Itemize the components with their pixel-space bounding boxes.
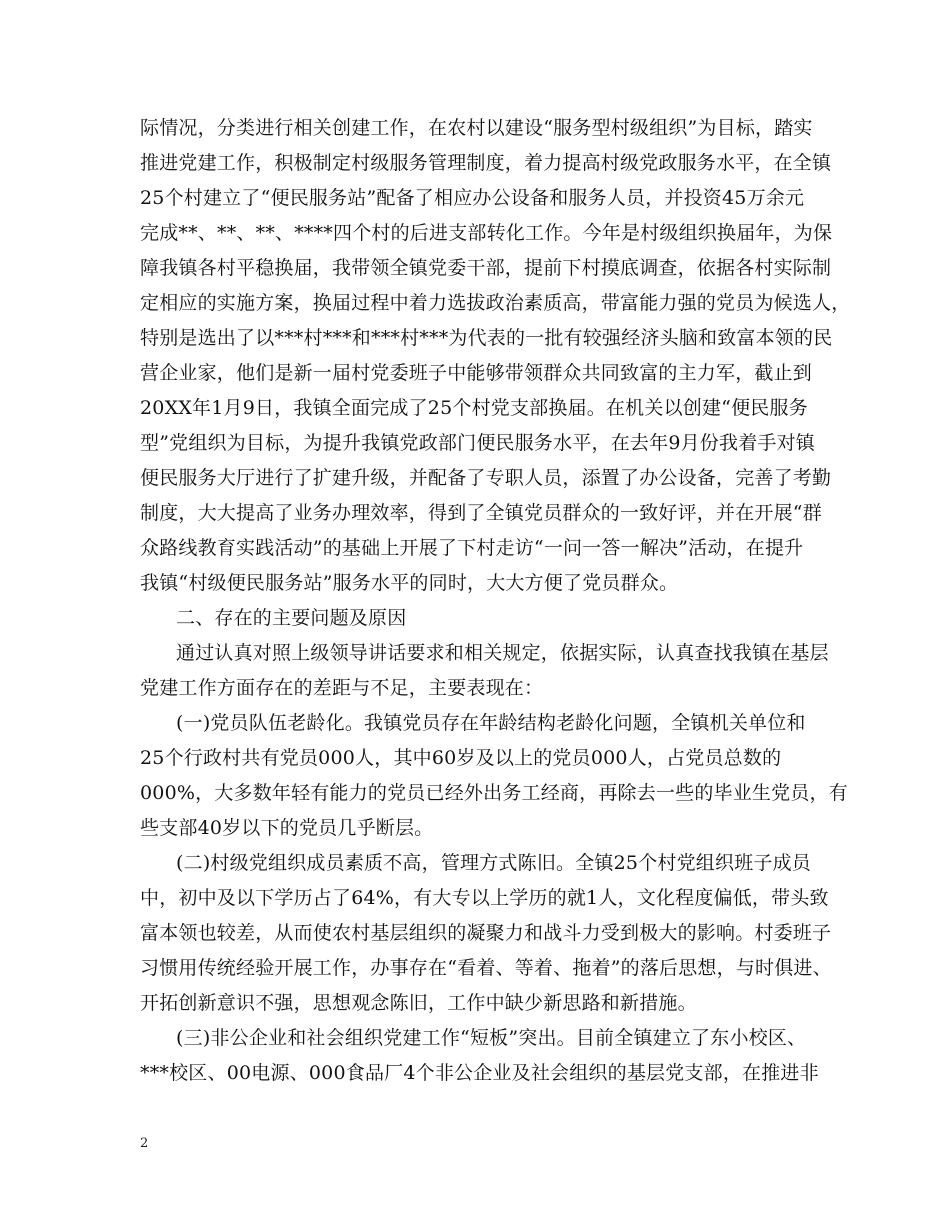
text-line: 25个行政村共有党员000人，其中60岁及以上的党员000人，占党员总数的: [140, 747, 782, 769]
text-line: 际情况，分类进行相关创建工作，在农村以建设“服务型村级组织”为目标，踏实: [140, 117, 813, 139]
text-line: 众路线教育实践活动”的基础上开展了下村走访“一问一答一解决”活动，在提升: [140, 537, 804, 559]
text-line: 党建工作方面存在的差距与不足，主要表现在：: [140, 677, 544, 699]
text-line: (二)村级党组织成员素质不高，管理方式陈旧。全镇25个村党组织班子成员: [176, 852, 812, 874]
text-line: (三)非公企业和社会组织党建工作“短板”突出。目前全镇建立了东小校区、: [176, 1027, 807, 1049]
text-line: 定相应的实施方案，换届过程中着力选拔政治素质高，带富能力强的党员为候选人，: [140, 292, 851, 314]
text-line: 制度，大大提高了业务办理效率，得到了全镇党员群众的一致好评，并在开展“群: [140, 502, 822, 524]
section-heading: 二、存在的主要问题及原因: [176, 607, 407, 629]
text-line: 我镇“村级便民服务站”服务水平的同时，大大方便了党员群众。: [140, 572, 679, 594]
text-line: 中，初中及以下学历占了64%，有大专以上学历的就1人，文化程度偏低，带头致: [140, 887, 829, 909]
text-line: (一)党员队伍老龄化。我镇党员存在年龄结构老龄化问题，全镇机关单位和: [176, 712, 806, 734]
text-line: 000%，大多数年轻有能力的党员已经外出务工经商，再除去一些的毕业生党员，有: [140, 782, 848, 804]
text-line: 通过认真对照上级领导讲话要求和相关规定，依据实际，认真查找我镇在基层: [176, 642, 829, 664]
text-line: 20XX年1月9日，我镇全面完成了25个村党支部换届。在机关以创建“便民服务: [140, 397, 808, 419]
page-number: 2: [140, 1136, 149, 1151]
text-line: ***校区、00电源、000食品厂4个非公企业及社会组织的基层党支部，在推进非: [140, 1062, 819, 1084]
text-line: 开拓创新意识不强，思想观念陈旧，工作中缺少新思路和新措施。: [140, 992, 697, 1014]
text-line: 习惯用传统经验开展工作，办事存在“看着、等着、拖着”的落后思想，与时俱进、: [140, 957, 832, 979]
text-line: 营企业家，他们是新一届村党委班子中能够带领群众共同致富的主力军，截止到: [140, 362, 813, 384]
text-line: 推进党建工作，积极制定村级服务管理制度，着力提高村级党政服务水平，在全镇: [140, 152, 832, 174]
text-line: 些支部40岁以下的党员几乎断层。: [140, 817, 434, 839]
text-line: 特别是选出了以***村***和***村***为代表的一批有较强经济头脑和致富本领的民: [140, 327, 833, 349]
text-line: 富本领也较差，从而使农村基层组织的凝聚力和战斗力受到极大的影响。村委班子: [140, 922, 832, 944]
text-line: 25个村建立了“便民服务站”配备了相应办公设备和服务人员，并投资45万余元: [140, 187, 805, 209]
text-line: 障我镇各村平稳换届，我带领全镇党委干部，提前下村摸底调查，依据各村实际制: [140, 257, 832, 279]
text-line: 完成**、**、**、****四个村的后进支部转化工作。今年是村级组织换届年，为保: [140, 222, 833, 244]
text-line: 型”党组织为目标，为提升我镇党政部门便民服务水平，在去年9月份我着手对镇: [140, 432, 816, 454]
text-line: 便民服务大厅进行了扩建升级，并配备了专职人员，添置了办公设备，完善了考勤: [140, 467, 832, 489]
